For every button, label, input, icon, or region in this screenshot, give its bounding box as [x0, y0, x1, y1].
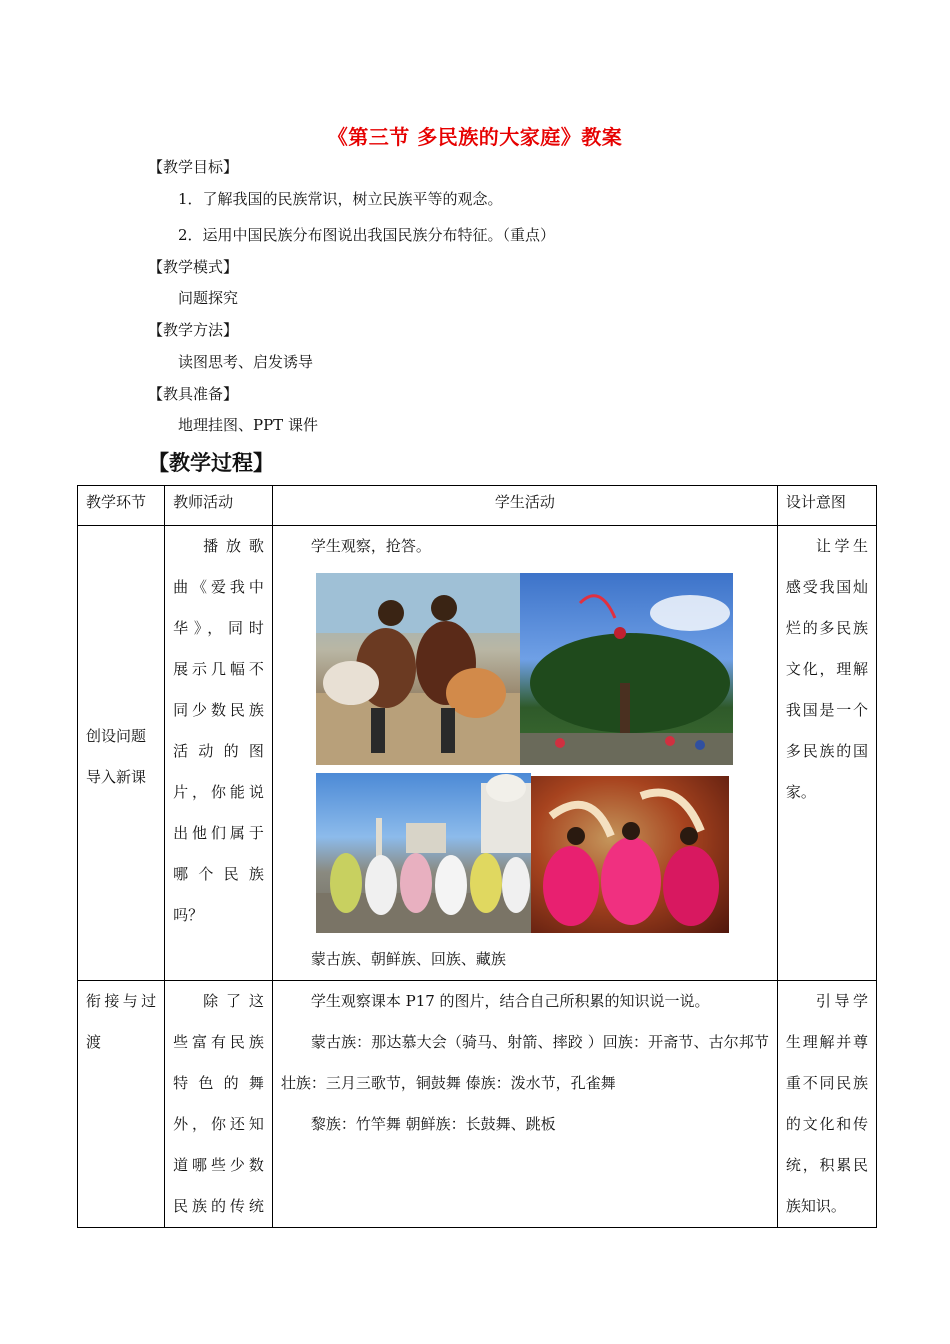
intent-line: 生理解并尊 [785, 1033, 868, 1051]
stage-line: 导入新课 [86, 768, 147, 786]
intent-line: 烂的多民族 [785, 619, 868, 637]
student-paragraph: 蒙古族：那达慕大会（骑马、射箭、摔跤 ）回族：开斋节、古尔邦节 壮族：三月三歌节，铜鼓舞 傣族：泼水节，孔雀舞 [280, 1033, 769, 1092]
teacher-line: 些富有民族 [173, 1033, 264, 1051]
student-intro: 学生观察，抢答。 [310, 537, 431, 555]
teacher-line: 展示几幅不 [173, 660, 264, 678]
header-student: 学生活动 [272, 486, 777, 526]
teacher-line: 片，你能说 [173, 783, 264, 801]
stage-line: 衔接与过 [86, 992, 157, 1010]
intent-line: 多民族的国 [785, 742, 868, 760]
intent-cell [777, 981, 876, 1228]
hui-group-photo [316, 773, 531, 933]
method-heading: 【教学方法】 [148, 321, 239, 339]
table-header-row [78, 486, 877, 526]
tools-text: 地理挂图、PPT 课件 [178, 416, 318, 434]
teacher-line: 同少数民族 [173, 701, 264, 719]
student-paragraph: 学生观察课本 P17 的图片，结合自己所积累的知识说一说。 [310, 992, 710, 1010]
intent-cell [777, 526, 876, 981]
teacher-line: 出他们属于 [173, 824, 264, 842]
student-answer: 蒙古族、朝鲜族、回族、藏族 [310, 950, 506, 968]
teacher-cell [165, 526, 273, 981]
stage-cell [78, 526, 165, 981]
goal-item-2: 2．运用中国民族分布图说出我国民族分布特征。（重点） [178, 226, 556, 244]
header-stage: 教学环节 [78, 486, 165, 526]
intent-line: 我国是一个 [785, 701, 868, 719]
intent-line: 引导学 [815, 992, 868, 1010]
intent-line: 重不同民族 [785, 1074, 868, 1092]
header-teacher: 教师活动 [165, 486, 273, 526]
goal-item-1: 1．了解我国的民族常识，树立民族平等的观念。 [178, 190, 503, 208]
header-intent: 设计意图 [777, 486, 876, 526]
intent-line: 族知识。 [785, 1197, 846, 1215]
teacher-line: 活 动 的 图 [173, 742, 264, 760]
document-title: 《第三节 多民族的大家庭》教案 [327, 125, 623, 149]
method-text: 读图思考、启发诱导 [178, 353, 314, 371]
swing-festival-photo [520, 573, 733, 765]
teacher-line: 外，你还知 [173, 1115, 264, 1133]
teacher-cell [165, 981, 273, 1228]
table-row [78, 981, 877, 1228]
stage-line: 渡 [86, 1033, 102, 1051]
process-heading: 【教学过程】 [148, 451, 274, 475]
intent-line: 文化，理解 [785, 660, 868, 678]
teacher-line: 曲《爱我中 [173, 578, 264, 596]
table-row [78, 526, 877, 981]
intent-line: 的文化和传 [785, 1115, 868, 1133]
teacher-line: 特 色 的 舞 [173, 1074, 264, 1092]
stage-cell [78, 981, 165, 1228]
photo-grid [316, 573, 746, 933]
teacher-line: 吗？ [173, 906, 204, 924]
teacher-line: 播 放 歌 [203, 537, 264, 555]
lesson-table [77, 485, 877, 1228]
student-cell [272, 526, 777, 981]
stage-line: 创设问题 [86, 727, 147, 745]
wrestling-photo [316, 573, 520, 765]
goal-heading: 【教学目标】 [148, 158, 239, 176]
teacher-line: 华》，同时 [173, 619, 264, 637]
teacher-line: 哪 个 民 族 [173, 865, 264, 883]
student-paragraph: 黎族：竹竿舞 朝鲜族：长鼓舞、跳板 [310, 1115, 556, 1133]
intent-line: 家。 [785, 783, 816, 801]
teacher-line: 除 了 这 [203, 992, 264, 1010]
tools-heading: 【教具准备】 [148, 385, 239, 403]
mode-heading: 【教学模式】 [148, 258, 239, 276]
intent-line: 统，积累民 [785, 1156, 868, 1174]
tibetan-dance-photo [531, 776, 729, 933]
intent-line: 感受我国灿 [785, 578, 868, 596]
intent-line: 让学生 [815, 537, 868, 555]
teacher-line: 道哪些少数 [173, 1156, 264, 1174]
student-cell [272, 981, 777, 1228]
mode-text: 问题探究 [178, 289, 239, 307]
teacher-line: 民族的传统 [173, 1197, 264, 1215]
